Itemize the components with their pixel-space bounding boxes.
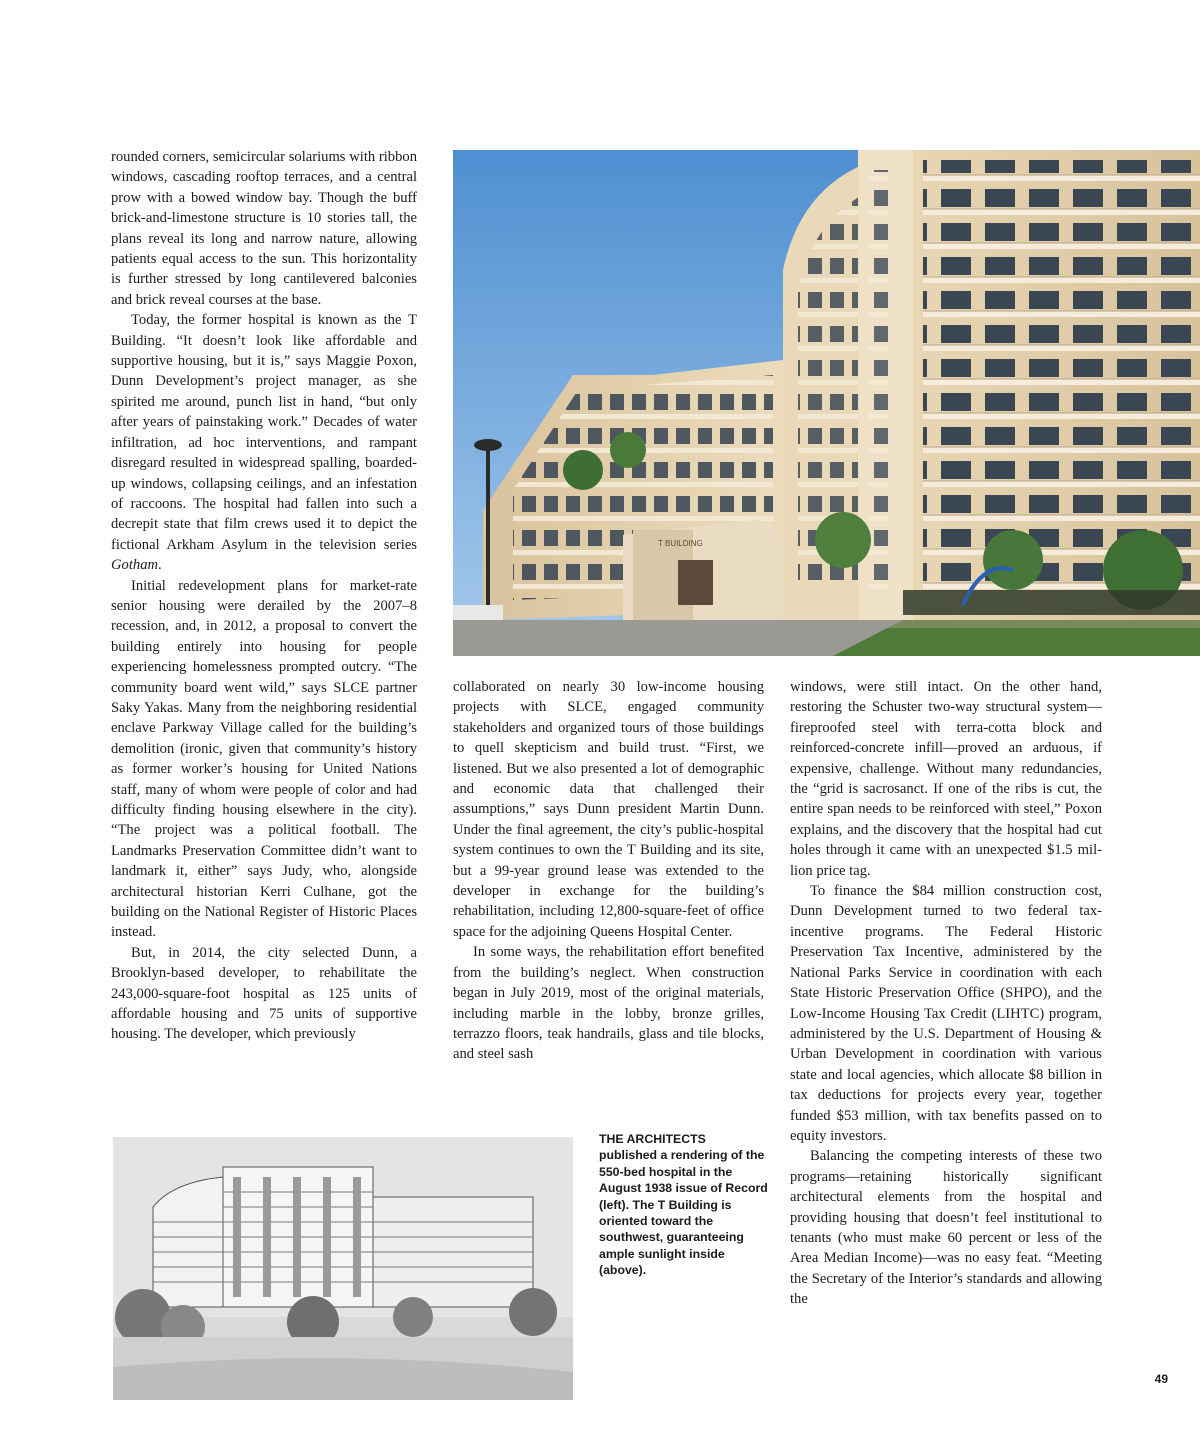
show-title: Gotham xyxy=(111,557,159,574)
building-sign: T BUILDING xyxy=(658,539,703,548)
paragraph-text: Today, the former hospital is known as the T Building. “It doesn’t look like affordable and supportive housing, but it is,” says Maggie Poxon, Dunn Development’s project manager, as she spirited me around, punch list in hand, “but only after years of painstaking work.” Decades of water infiltration, ad hoc interventions, and rampant disregard resulted in widespread spalling, boarded-up windows, collapsing ceilings, and an infestation of raccoons. The hospital had fallen into such a decrepit state that film crews used it to depict the fictional Arkham Asylum in the television series xyxy=(111,312,417,553)
photo-caption xyxy=(599,1131,769,1279)
paragraph: But, in 2014, the city selected Dunn, a Brooklyn-based developer, to rehabilitate the 243,000-square-foot hospital as 125 units of affordable housing and 75 units of supportive housing. The developer, which previously xyxy=(111,944,417,1043)
building-photo xyxy=(453,150,1200,656)
hospital-rendering-sketch xyxy=(113,1137,573,1400)
historical-rendering xyxy=(113,1137,573,1400)
article-column-3 xyxy=(790,677,1102,1310)
caption-body: published a rendering of the 550-bed hospital in the August 1938 issue of Record (left). The T Building is oriented toward the southwest, guaranteeing ample sunlight inside (above). xyxy=(599,1148,768,1278)
t-building-photo-illustration xyxy=(453,150,1200,656)
paragraph: windows, were still intact. On the other hand, restoring the Schuster two-way structural system—fireproofed steel with terra-cotta block and reinforced-concrete infill—proved an arduous, if expensive, challenge. Without many redundancies, the “grid is sacrosanct. If one of the ribs is cut, the entire span needs to be reinforced with steel,” Poxon explains, and the discovery that the hospital had cut holes through it came with an unexpected $1.5 million price tag. xyxy=(790,679,1102,879)
caption-lead: THE ARCHITECTS xyxy=(599,1132,706,1146)
article-column-1 xyxy=(111,147,417,1045)
paragraph: To finance the $84 million construction cost, Dunn Development turned to two federal tax-incentive programs. The Federal Historic Preservation Tax Incentive, administered by the National Parks Service in coordination with each State Historic Preservation Office (SHPO), and the Low-Income Housing Tax Credit (LIHTC) program, administered by the U.S. Department of Housing & Urban Development in coordination with various state and local agencies, which allocate $8 billion in tax deductions for projects every year, together funded $53 million, with tax benefits passed on to equity investors. xyxy=(790,883,1102,1144)
page-number: 49 xyxy=(1154,1372,1168,1386)
paragraph xyxy=(111,310,417,575)
paragraph: collaborated on nearly 30 low-income housing projects with SLCE, engaged community stakeholders and organized tours of those buildings to quell skepticism and build trust. “First, we listened. But we also presented a lot of demographic and economic data that challenged their assumptions,” says Dunn president Martin Dunn. Under the final agreement, the city’s public-hospital system continues to own the T Building and its site, but a 99-year ground lease was extended to the developer in exchange for the building’s rehabilitation, including 12,800-square-feet of office space for the adjoining Queens Hospital Center. xyxy=(453,679,764,940)
paragraph: Initial redevelopment plans for market-rate senior housing were derailed by the 2007–8 recession, and, in 2012, a proposal to convert the building entirely into housing for people experiencing homelessness prompted outcry. “The community board went wild,” says SLCE partner Saky Yakas. Many from the neighboring residential enclave Parkway Village called for the building’s demolition (ironic, given that community’s history as former worker’s housing for United Nations staff, many of whom were people of color and had difficulty finding housing elsewhere in the city). “The project was a political football. The Landmarks Preservation Committee didn’t want to landmark it, either” says Judy, who, alongside architectural historian Kerri Culhane, got the building on the National Register of Historic Places instead. xyxy=(111,577,417,941)
paragraph: In some ways, the rehabilitation effort benefited from the building’s neglect. When construction began in July 2019, most of the original materials, including marble in the lobby, bronze grilles, terrazzo floors, teak handrails, glass and tile blocks, and steel sash xyxy=(453,944,764,1063)
paragraph: rounded corners, semicircular solariums with ribbon windows, cascading rooftop terraces, and a central prow with a bowed window bay. Though the buff brick-and-limestone structure is 10 stories tall, the plans reveal its long and narrow nature, allowing patients equal access to the sun. This horizontality is further stressed by long cantilevered balconies and brick reveal courses at the base. xyxy=(111,149,417,308)
article-column-2 xyxy=(453,677,764,1065)
paragraph: Balancing the competing interests of these two programs—retaining historically significant architectural elements from the hospital and providing housing that doesn’t feel institutional to tenants (who must make 60 percent or less of the Area Median Income)—was no easy feat. “Meeting the Secretary of the Interior’s standards and allowing the xyxy=(790,1148,1102,1308)
paragraph-text-end: . xyxy=(158,557,162,574)
